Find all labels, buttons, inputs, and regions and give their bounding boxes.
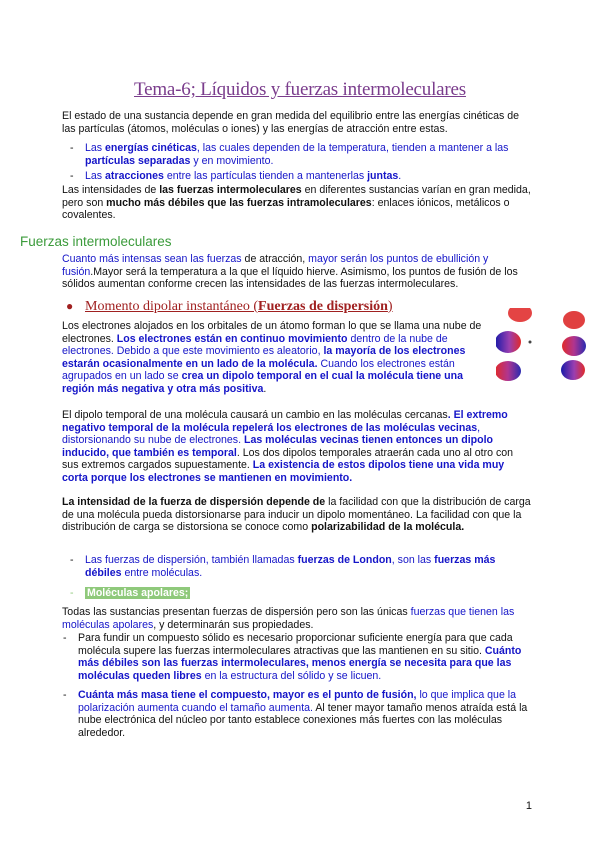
dipole-paragraph-2 <box>62 409 532 485</box>
text-run: mayor serán los puntos de ebullición y fusión <box>62 253 489 278</box>
text-run: Cuánta más masa tiene el compuesto, mayor es el punto de fusión, <box>78 689 417 701</box>
text-run: Las moléculas vecinas tienen entonces un dipolo inducido, que también es temporal <box>62 434 494 459</box>
mass-bullet <box>63 689 533 739</box>
dot-icon <box>529 341 532 344</box>
text-run: ) <box>387 299 393 314</box>
apolar-subheading <box>70 587 525 600</box>
dash-icon: - <box>70 554 74 566</box>
dipole-illustration <box>496 308 596 388</box>
text-run: Fuerzas de dispersión <box>258 299 388 314</box>
page-title: Tema-6; Líquidos y fuerzas intermoleculares <box>134 79 466 100</box>
molecule-icon <box>508 308 532 322</box>
melt-bullet <box>63 632 533 682</box>
text-run: energías cinéticas <box>105 142 197 154</box>
molecule-icon <box>563 311 585 329</box>
text-run: fuerzas más débiles <box>85 554 496 579</box>
text-run: fuerzas de London <box>297 554 392 566</box>
dash-icon: - <box>70 170 74 182</box>
intro-paragraph-2 <box>62 184 532 222</box>
text-run: , las cuales dependen de la temperatura, tienden a mantener a las <box>196 142 509 154</box>
section-heading: Fuerzas intermoleculares <box>20 234 172 249</box>
london-bullet <box>70 554 525 579</box>
intro-text: El estado de una sustancia depende en gran medida del equilibrio entre las energías cinéticas de las partículas (átomos, moléculas o iones) y las energías de atracción entre estas. <box>62 110 520 135</box>
text-run: Las intensidades de <box>62 184 160 196</box>
text-run: de atracción, <box>241 253 309 265</box>
text-run: en diferentes sustancias varían en gran medida, pero son <box>62 184 531 209</box>
text-run: El dipolo temporal de una molécula causará un cambio en las moléculas cercanas <box>62 409 448 421</box>
molecule-icon <box>562 336 586 356</box>
text-run: Cuando los electrones están agrupados en un lado se <box>62 357 455 383</box>
text-run: .Mayor será la temperatura a la que el líquido hierve. Asimismo, los puntos de fusión de los sólidos aumentan conforme crecen las intensidades de las fuerzas intermoleculares. <box>62 265 518 291</box>
text-run: La intensidad de la fuerza de dispersión depende de <box>62 496 326 508</box>
text-run: dentro de la nube de electrones. Debido a que este movimiento es aleatorio, <box>62 332 448 358</box>
dipole-paragraph-3 <box>62 496 532 534</box>
text-run: , y determinarán sus propiedades. <box>153 618 314 631</box>
intro-bullet-attraction <box>70 170 525 183</box>
dash-icon: - <box>70 142 74 154</box>
text-run: : enlaces iónicos, metálicos o covalentes. <box>62 196 510 222</box>
text-run: polarizabilidad de la molécula. <box>311 521 465 534</box>
text-run: . <box>398 170 402 182</box>
dash-icon: - <box>63 632 67 644</box>
text-run: mucho más débiles que las fuerzas intramoleculares <box>106 196 372 209</box>
dipole-paragraph-1 <box>62 320 492 396</box>
text-run: Cuánto más débiles son las fuerzas intermoleculares, menos energía se necesita para que las moléculas queden libres <box>78 644 522 682</box>
text-run: . El extremo negativo temporal de la molécula repelerá los electrones de las moléculas vecinas <box>62 409 508 434</box>
text-run: juntas <box>367 170 399 182</box>
dipole-heading <box>66 299 393 315</box>
dash-icon: - <box>63 689 67 701</box>
text-run: partículas separadas <box>85 154 191 167</box>
text-run: y en movimiento. <box>190 154 274 167</box>
text-run: Cuanto más intensas sean las fuerzas <box>62 253 242 265</box>
intro-paragraph <box>62 110 532 135</box>
text-run: Las fuerzas de dispersión, también llamadas <box>85 554 298 566</box>
text-run: Los electrones están en continuo movimiento <box>116 332 348 345</box>
text-run: Las <box>85 142 106 154</box>
bullet-dot-icon: ● <box>66 299 74 313</box>
text-run: . Los dos dipolos temporales atraerán cada uno al otro con sus extremos cargados supuestamente. <box>62 446 514 472</box>
text-run: la mayoría de los electrones estarán ocasionalmente en un lado de la molécula. <box>62 345 466 370</box>
text-run: fuerzas que tienen las moléculas apolares <box>62 606 515 631</box>
text-run: Al tener mayor tamaño menos atraída está la nube electrónica del núcleo por tanto establece conexiones más fuertes con las moléculas alrededor. <box>78 701 528 739</box>
text-run: . <box>263 382 267 395</box>
text-run: entre las partículas tienden a mantenerlas <box>163 170 368 182</box>
intro-bullet-kinetic <box>70 142 525 167</box>
text-run: Todas las sustancias presentan fuerzas de dispersión pero son las únicas <box>62 606 411 618</box>
text-run: en la estructura del sólido y se licuen. <box>201 669 382 682</box>
text-run: Para fundir un compuesto sólido es necesario proporcionar suficiente energía para que cada molécula supere las fuerzas intermoleculares atractivas que las mantienen en su sitio. <box>78 632 513 657</box>
molecule-icon <box>496 361 521 381</box>
molecule-icon <box>496 331 521 353</box>
text-run: la facilidad con que la distribución de carga de una molécula pueda distorsionarse para inducir un dipolo momentáneo. La facilidad con que la distribución de carga se distorsiona se conoce como <box>62 496 531 534</box>
text-run: entre moléculas. <box>121 566 203 579</box>
text-run: Moléculas apolares; <box>87 587 189 599</box>
text-run: Los electrones alojados en los orbitales de un átomo forman lo que se llama una nube de electrones. <box>62 320 482 345</box>
text-run: las fuerzas intermoleculares <box>159 184 302 196</box>
apolar-paragraph <box>62 606 532 631</box>
text-run: atracciones <box>105 170 164 182</box>
dash-icon: - <box>70 587 74 599</box>
text-run: lo que implica que la polarización aumenta cuando el tamaño aumenta. <box>78 689 517 714</box>
text-run: La existencia de estos dipolos tiene una vida muy corta porque los electrones se mantienen en movimiento. <box>62 459 505 484</box>
molecule-icon <box>561 360 585 380</box>
text-run: crea un dipolo temporal en el cual la molécula tiene una región más negativa y otra más positiva <box>62 370 463 395</box>
text-run: Momento dipolar instantáneo ( <box>85 299 259 314</box>
section-paragraph <box>62 253 532 291</box>
text-run: , distorsionando su nube de electrones. <box>62 421 481 447</box>
page-number: 1 <box>525 800 532 812</box>
text-run: , son las <box>391 554 435 566</box>
text-run: Las <box>85 170 106 182</box>
